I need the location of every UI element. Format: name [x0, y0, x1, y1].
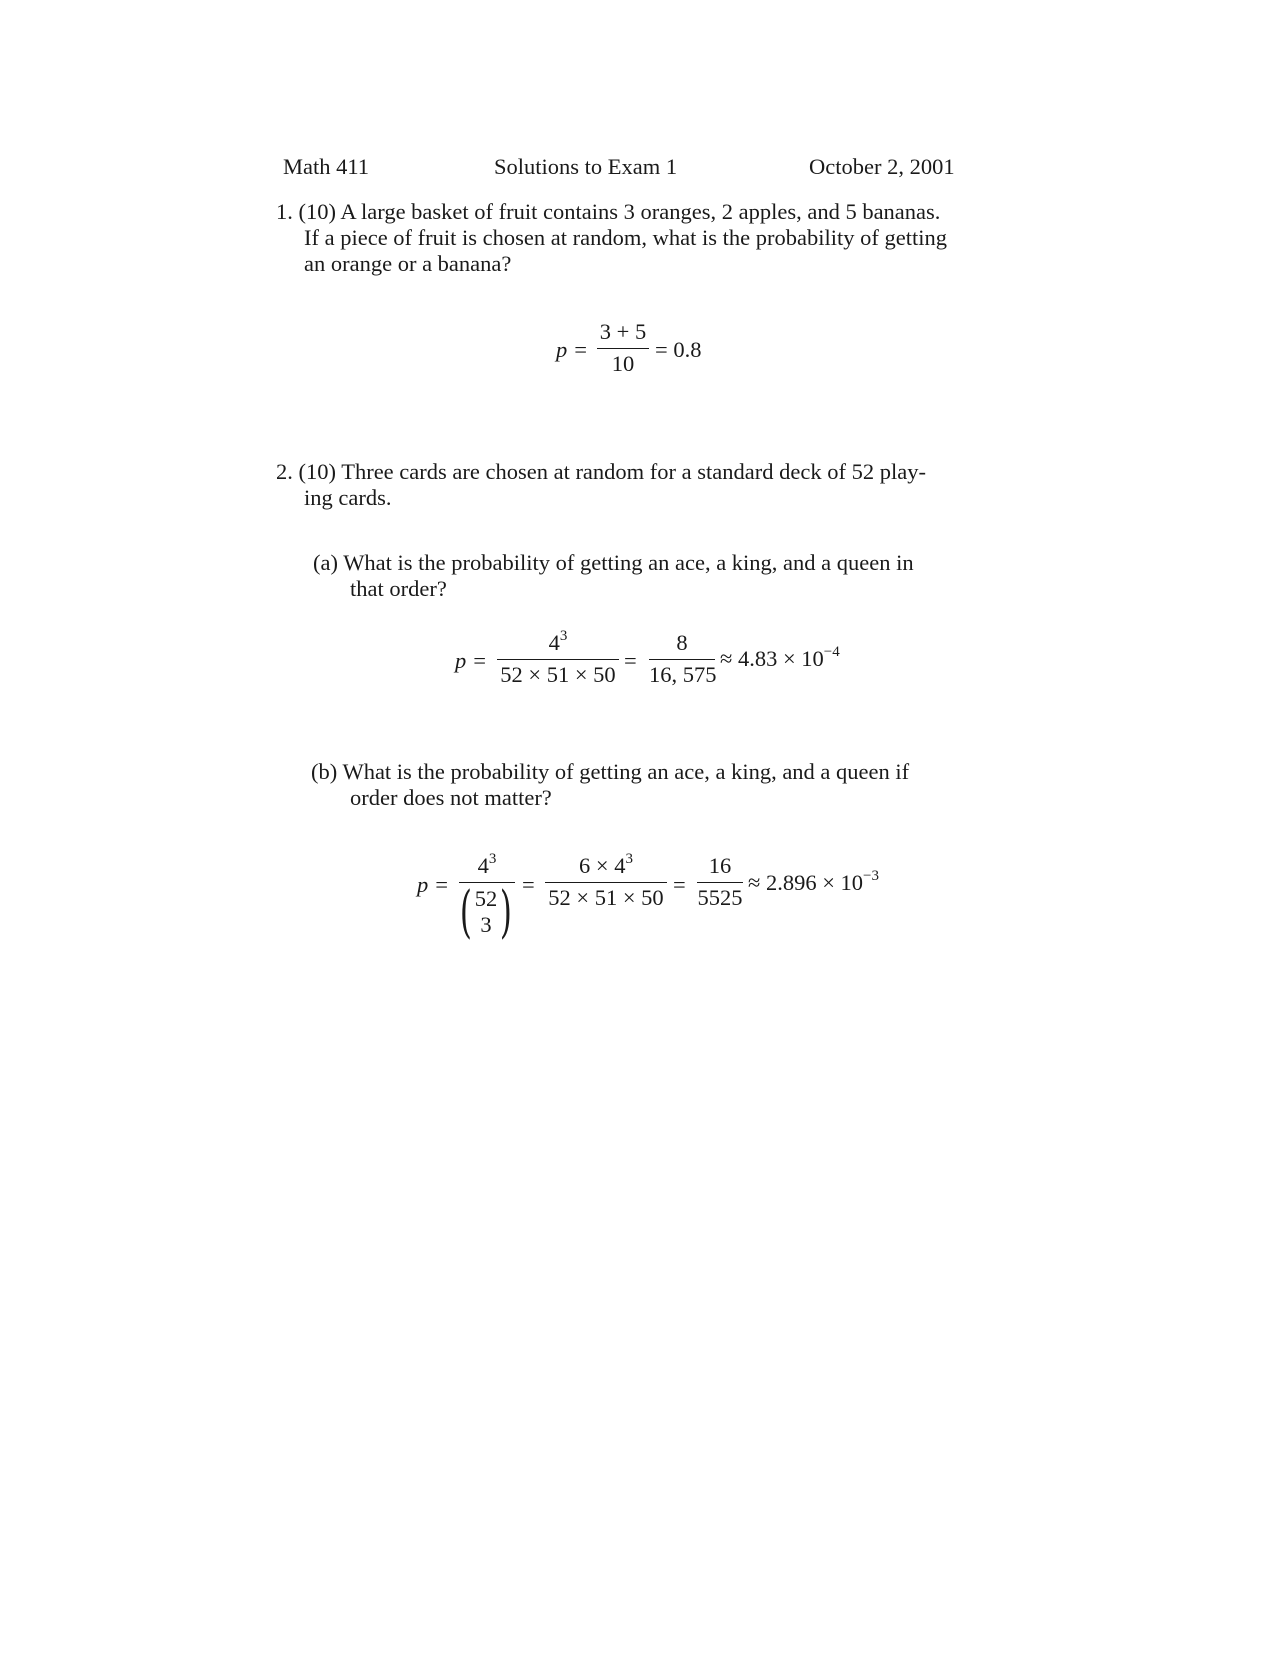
- document-title: Solutions to Exam 1: [494, 154, 678, 179]
- eqb-binomial: [472, 886, 500, 938]
- eqa-fraction-bar-1: [497, 659, 619, 660]
- problem-2-line-2: ing cards.: [304, 485, 392, 510]
- eqb-fraction-bar-3: [697, 882, 743, 883]
- binom-top: 52: [474, 886, 498, 911]
- problem-2-line-1: 2. (10) Three cards are chosen at random for a standard deck of 52 play-: [276, 459, 926, 484]
- course-name: Math 411: [283, 154, 370, 179]
- eq1-result: = 0.8: [655, 337, 702, 362]
- binom-right-paren: ): [499, 880, 512, 945]
- eqb-fraction-bar-2: [545, 882, 667, 883]
- eqa-numerator-2: 8: [676, 630, 688, 655]
- eq1-denominator: 10: [611, 351, 635, 376]
- problem-1-line-3: an orange or a banana?: [304, 251, 512, 276]
- eqa-approximation: [720, 646, 840, 672]
- eqb-denominator-3: 5525: [697, 885, 743, 910]
- eqa-denominator-1: 52 × 51 × 50: [500, 662, 616, 687]
- eq1-numerator: 3 + 5: [599, 319, 647, 344]
- eqb-equals-1: =: [522, 872, 535, 897]
- eqa-numerator-1: [497, 630, 619, 656]
- part-a-line-1: (a) What is the probability of getting an ace, a king, and a queen in: [313, 550, 914, 575]
- problem-1-line-1: 1. (10) A large basket of fruit contains 3 oranges, 2 apples, and 5 bananas.: [276, 199, 941, 224]
- eqb-numerator-3: 16: [708, 853, 732, 878]
- eqb-numerator-1: [459, 853, 515, 879]
- eqa-approx-exponent: −4: [823, 644, 840, 660]
- eqa-equals: =: [624, 648, 637, 673]
- eqa-lhs: p =: [455, 648, 488, 673]
- binom-bottom: 3: [480, 912, 492, 937]
- eqa-fraction-bar-2: [649, 659, 715, 660]
- eq1-fraction: [597, 319, 649, 377]
- problem-1-line-2: If a piece of fruit is chosen at random, what is the probability of getting: [304, 225, 947, 250]
- eqb-equals-2: =: [673, 872, 686, 897]
- eqa-denominator-2: 16, 575: [649, 662, 717, 687]
- eqb-num2-prefix: 6 × 4: [579, 853, 626, 878]
- eqa-fraction-1: [497, 630, 619, 688]
- eqb-approximation: [748, 870, 879, 896]
- part-b-line-2: order does not matter?: [350, 785, 552, 810]
- eqb-fraction-2: [545, 853, 667, 911]
- eqb-num1-exponent: 3: [488, 851, 497, 867]
- part-a-line-2: that order?: [350, 576, 447, 601]
- eqa-num1-base: 4: [548, 630, 560, 655]
- eqb-num2-exponent: 3: [625, 851, 633, 867]
- eq1-fraction-bar: [597, 348, 649, 349]
- eqb-num1-base: 4: [477, 853, 489, 878]
- eqb-approx-value: ≈ 2.896 × 10: [748, 870, 864, 895]
- eqa-approx-value: ≈ 4.83 × 10: [720, 646, 824, 671]
- part-b-line-1: (b) What is the probability of getting an ace, a king, and a queen if: [311, 759, 910, 784]
- eqb-approx-exponent: −3: [863, 868, 880, 884]
- eqb-fraction-3: [697, 853, 743, 911]
- eqb-lhs: p =: [417, 872, 450, 897]
- eqb-numerator-2: [545, 853, 667, 879]
- eq1-lhs: p =: [556, 337, 589, 362]
- eqb-denominator-2: 52 × 51 × 50: [548, 885, 664, 910]
- document-date: October 2, 2001: [809, 154, 955, 179]
- eqa-num1-exponent: 3: [559, 628, 568, 644]
- eqa-fraction-2: [649, 630, 715, 688]
- binom-left-paren: (: [459, 880, 472, 945]
